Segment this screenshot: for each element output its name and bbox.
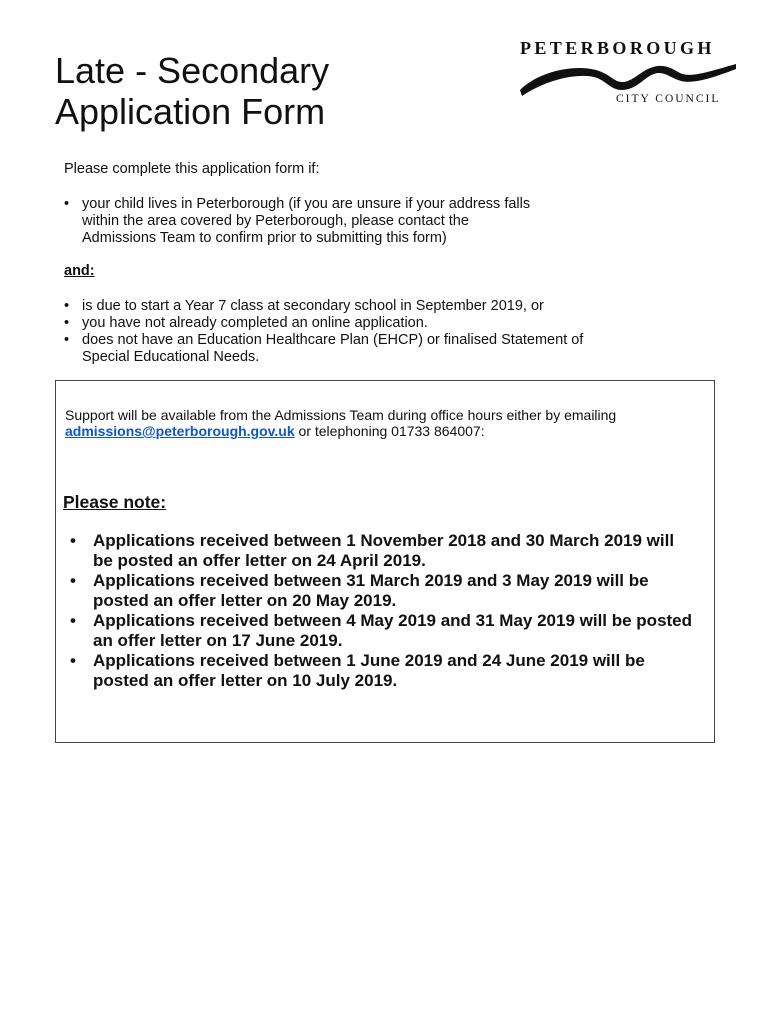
email-link[interactable]: admissions@peterborough.gov.uk <box>65 423 295 439</box>
list-item: • Applications received between 1 November 2018 and 30 March 2019 will be posted an offer letter on 24 April 2019. <box>70 531 694 571</box>
logo-wordmark-top: PETERBOROUGH <box>520 38 715 58</box>
logo-wordmark-bottom: CITY COUNCIL <box>616 93 721 105</box>
council-logo <box>518 38 740 110</box>
page-title <box>55 50 329 132</box>
criteria-list-a <box>64 196 544 247</box>
title-line-2: Application Form <box>55 91 326 132</box>
list-item: • you have not already completed an online application. <box>64 315 624 332</box>
list-item: • is due to start a Year 7 class at secondary school in September 2019, or <box>64 298 624 315</box>
notes-list <box>70 531 694 691</box>
support-prefix: Support will be available from the Admissions Team during office hours either by emailing <box>65 407 617 423</box>
support-suffix: or telephoning 01733 864007: <box>298 423 485 439</box>
list-item: • Applications received between 1 June 2019 and 24 June 2019 will be posted an offer letter on 10 July 2019. <box>70 651 694 691</box>
list-item: • your child lives in Peterborough (if you are unsure if your address falls within the area covered by Peterborough, please contact the Admissions Team to confirm prior to submitting this form) <box>64 196 544 247</box>
list-item: • Applications received between 4 May 2019 and 31 May 2019 will be posted an offer letter on 17 June 2019. <box>70 611 694 651</box>
please-note-heading: Please note: <box>63 492 167 512</box>
intro-text: Please complete this application form if: <box>64 161 320 177</box>
support-text <box>65 407 705 439</box>
list-item: • does not have an Education Healthcare Plan (EHCP) or finalised Statement of Special Educational Needs. <box>64 332 624 366</box>
notice-box <box>55 380 715 743</box>
list-item: • Applications received between 31 March 2019 and 3 May 2019 will be posted an offer letter on 20 May 2019. <box>70 571 694 611</box>
criteria-list-b <box>64 298 624 366</box>
and-label: and: <box>64 263 95 279</box>
title-line-1: Late - Secondary <box>55 50 330 91</box>
